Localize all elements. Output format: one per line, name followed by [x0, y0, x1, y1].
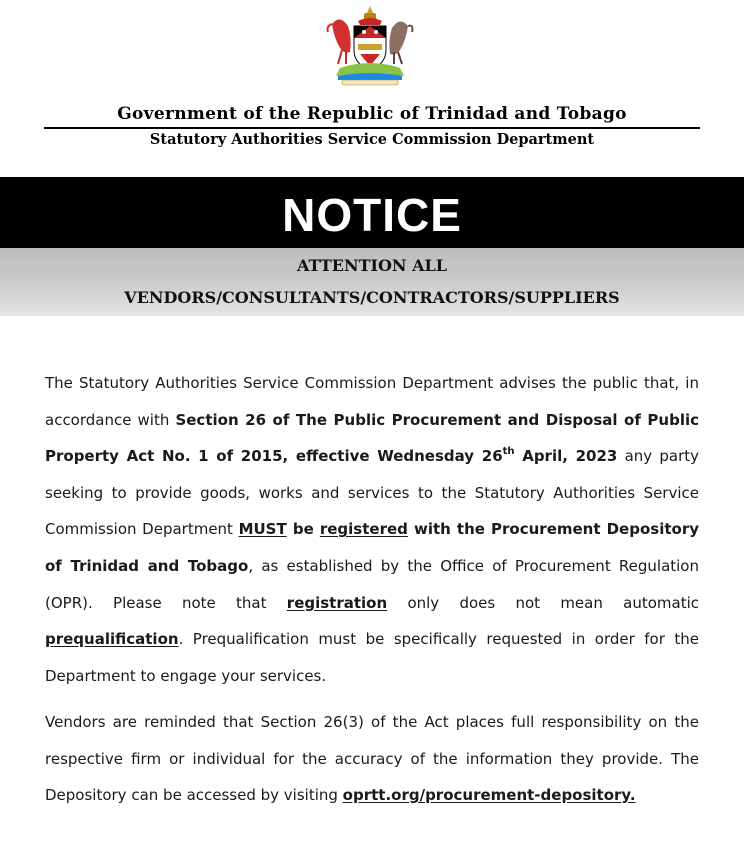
- p1-act-reference: Section 26 of The Public Procurement and Disposal of Public Property Act No. 1 of 2015, effective Wednesday 26th April, 2023: [45, 410, 699, 466]
- depository-link[interactable]: oprtt.org/procurement-depository.: [342, 786, 636, 805]
- p1-text-5: . Prequalification must be specifically requested in order for the Department to engage your services.: [45, 630, 699, 685]
- p1-must: MUST: [238, 520, 287, 539]
- paragraph-1: The Statutory Authorities Service Commission Department advises the public that, in accordance with Section 26 of The Public Procurement and Disposal of Public Property Act No. 1 of 2015, effective Wednesday 26th April, 2023 any party seeking to provide goods, works and services to the Statutory Authorities Service Commission Department MUST be registered with the Procurement Depository of Trinidad and Tobago, as established by the Office of Procurement Regulation (OPR). Please note that registration only does not mean automatic prequalification. Prequalification must be specifically requested in order for the Department to engage your services.: [45, 374, 699, 685]
- p1-prequalification: prequalification: [45, 630, 179, 649]
- p1-registration: registration: [286, 593, 388, 612]
- attention-banner: [0, 248, 744, 316]
- header-divider: [44, 127, 700, 129]
- government-title: Government of the Republic of Trinidad and Tobago: [117, 104, 627, 124]
- p1-registered: registered: [319, 520, 408, 539]
- p2-text: Vendors are reminded that Section 26(3) of the Act places full responsibility on the respective firm or individual for the accuracy of the information they provide. The Depository can be accessed by visiting: [45, 713, 699, 805]
- p1-text-3: , as established by the Office of Procurement Regulation (OPR). Please note that: [45, 556, 699, 612]
- coat-of-arms-icon: [320, 4, 420, 86]
- p1-text-1: The Statutory Authorities Service Commission Department advises the public that, in accordance with: [45, 374, 699, 429]
- department-title: Statutory Authorities Service Commission Department: [149, 131, 595, 148]
- p1-text-4: only does not mean automatic: [387, 593, 699, 612]
- attention-line-2: VENDORS/CONSULTANTS/CONTRACTORS/SUPPLIERS: [124, 288, 620, 307]
- p1-text-2: any party seeking to provide goods, works and services to the Statutory Authorities Service Commission Department: [45, 447, 699, 539]
- notice-heading: NOTICE: [0, 177, 744, 248]
- p1-date-suffix: th: [502, 446, 515, 458]
- p1-depository: with the Procurement Depository of Trinidad and Tobago: [45, 520, 699, 575]
- attention-line-1: ATTENTION ALL: [296, 256, 448, 275]
- paragraph-2: [45, 704, 699, 814]
